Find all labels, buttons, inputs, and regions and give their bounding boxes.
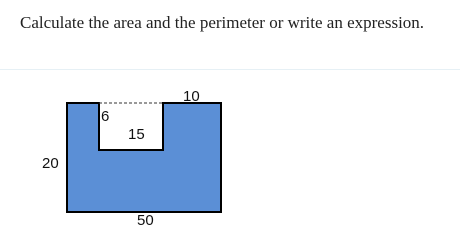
label-top-right-width: 10 bbox=[183, 88, 200, 105]
label-bottom-width: 50 bbox=[137, 212, 154, 229]
question-text: Calculate the area and the perimeter or write an expression. bbox=[20, 13, 425, 32]
label-left-height: 20 bbox=[42, 155, 59, 172]
label-notch-width: 15 bbox=[128, 126, 145, 143]
label-notch-depth: 6 bbox=[101, 108, 110, 125]
u-shape-polygon bbox=[67, 103, 221, 212]
